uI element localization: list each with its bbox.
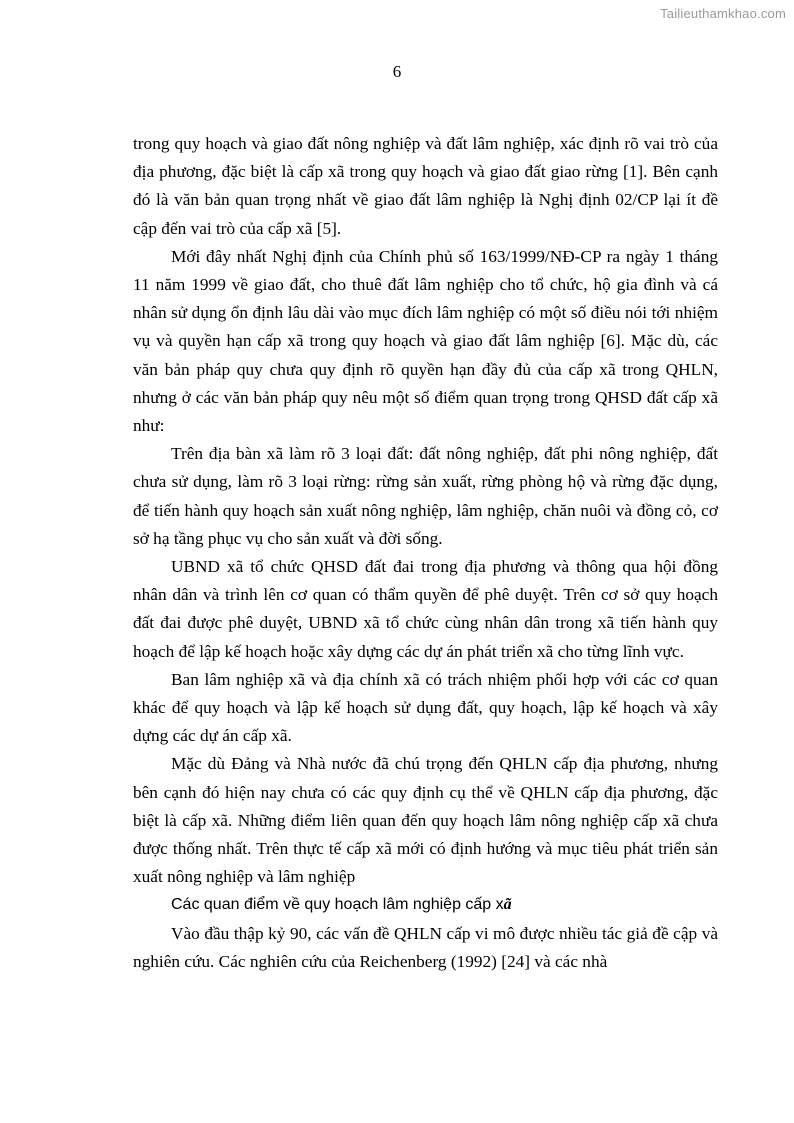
section-heading-tail: ã <box>503 896 512 914</box>
paragraph-continuation: trong quy hoạch và giao đất nông nghiệp và đất lâm nghiệp, xác định rõ vai trò của địa phương, đặc biệt là cấp xã trong quy hoạch và giao đất giao rừng [1]. Bên cạnh đó là văn bản quan trọng nhất về giao đất lâm nghiệp là Nghị định 02/CP lại ít đề cập đến vai trò của cấp xã [5]. <box>133 134 718 238</box>
paragraph-decree-163: Mới đây nhất Nghị định của Chính phủ số 163/1999/NĐ-CP ra ngày 1 tháng 11 năm 1999 về giao đất, cho thuê đất lâm nghiệp cho tổ chức, hộ gia đình và cá nhân sử dụng ổn định lâu dài vào mục đích lâm nghiệp có một số điều nói tới nhiệm vụ và quyền hạn cấp xã trong quy hoạch và giao đất lâm nghiệp [6]. Mặc dù, các văn bản pháp quy chưa quy định rõ quyền hạn đầy đủ của cấp xã trong QHLN, nhưng ở các văn bản pháp quy nêu một số điểm quan trọng trong QHSD đất cấp xã như: <box>133 246 718 436</box>
section-heading-main: Các quan điểm về quy hoạch lâm nghiệp cấp x <box>171 896 504 914</box>
document-body <box>133 130 718 976</box>
paragraph-decade-90: Vào đầu thập kỷ 90, các vấn đề QHLN cấp vi mô được nhiều tác giả đề cập và nghiên cứu. Các nghiên cứu của Reichenberg (1992) [24] và các nhà <box>133 923 718 971</box>
page-number: 6 <box>392 62 402 81</box>
watermark-text: Tailieuthamkhao.com <box>660 6 786 21</box>
paragraph-forestry-board: Ban lâm nghiệp xã và địa chính xã có trách nhiệm phối hợp với các cơ quan khác để quy hoạch và lập kế hoạch sử dụng đất, quy hoạch, lập kế hoạch và xây dựng các dự án cấp xã. <box>133 669 718 746</box>
paragraph-commune-committee: UBND xã tổ chức QHSD đất đai trong địa phương và thông qua hội đồng nhân dân và trình lên cơ quan có thẩm quyền để phê duyệt. Trên cơ sở quy hoạch đất đai được phê duyệt, UBND xã tổ chức cùng nhân dân trong xã tiến hành quy hoạch để lập kế hoạch hoặc xây dựng các dự án phát triển xã cho từng lĩnh vực. <box>133 557 718 661</box>
paragraph-party-state: Mặc dù Đảng và Nhà nước đã chú trọng đến QHLN cấp địa phương, nhưng bên cạnh đó hiện nay chưa có các quy định cụ thể về QHLN cấp địa phương, đặc biệt là cấp xã. Những điểm liên quan đến quy hoạch lâm nông nghiệp cấp xã chưa được thống nhất. Trên thực tế cấp xã mới có định hướng và mục tiêu phát triển sản xuất nông nghiệp và lâm nghiệp <box>133 754 718 887</box>
section-heading <box>133 891 718 919</box>
paragraph-land-types: Trên địa bàn xã làm rõ 3 loại đất: đất nông nghiệp, đất phi nông nghiệp, đất chưa sử dụng, làm rõ 3 loại rừng: rừng sản xuất, rừng phòng hộ và rừng đặc dụng, để tiến hành quy hoạch sản xuất nông nghiệp, lâm nghiệp, chăn nuôi và đồng cỏ, cơ sở hạ tầng phục vụ cho sản xuất và đời sống. <box>133 444 718 548</box>
